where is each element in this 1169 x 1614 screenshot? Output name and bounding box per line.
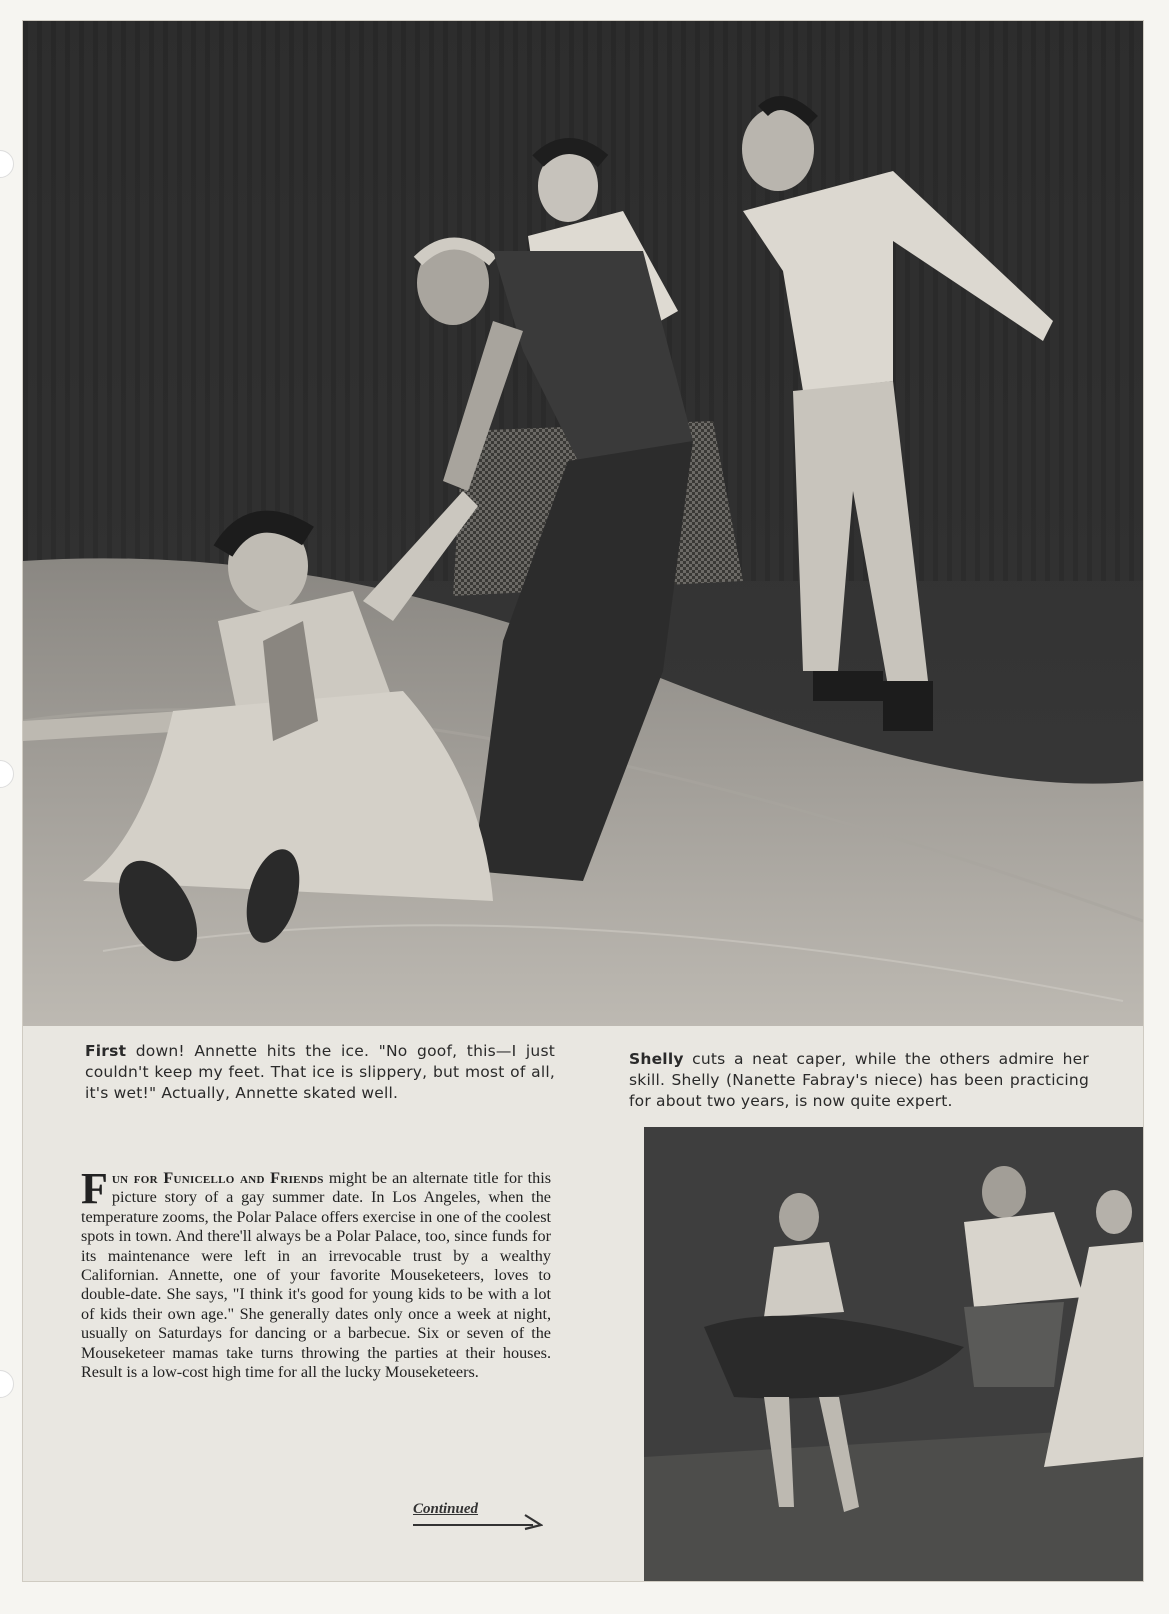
caption-text: cuts a neat caper, while the others admire her skill. Shelly (Nanette Fabray's niece) has been practicing for about two years, is now quite expert. — [629, 1050, 1089, 1110]
punch-hole — [0, 760, 14, 788]
article-headline-smallcaps: un for Funicello and Friends — [111, 1169, 324, 1187]
continued-label: Continued — [413, 1501, 479, 1517]
drop-cap: F — [81, 1164, 108, 1213]
punch-hole — [0, 1370, 14, 1398]
arrow-right-icon — [413, 1513, 543, 1531]
main-photo-image — [23, 21, 1143, 1026]
article-body — [81, 1164, 551, 1382]
small-photo-shelly — [644, 1127, 1143, 1581]
caption-lead: Shelly — [629, 1050, 684, 1068]
article-text: might be an alternate title for this picture story of a gay summer date. In Los Angeles, when the temperature zooms, the Polar Palace offers exercise in one of the coolest spots in town. And there'll always be a Polar Palace, too, since funds for its maintenance were left in an irrevocable trust by a wealthy Californian. Annette, one of your favorite Mouseketeers, loves to double-date. She says, "I think it's good for young kids to be with a lot of kids their own age." She generally dates only once a week at night, usually on Saturdays for dancing or a barbecue. Six or seven of the Mouseketeer mamas take turns throwing the parties at their houses. Result is a low-cost high time for all the lucky Mouseketeers. — [81, 1169, 551, 1382]
caption-main-photo — [85, 1041, 555, 1104]
page-sheet — [22, 20, 1144, 1582]
main-photo-skaters — [23, 21, 1143, 1026]
caption-small-photo — [629, 1049, 1089, 1112]
continued-link[interactable] — [413, 1501, 553, 1531]
caption-lead: First — [85, 1042, 127, 1060]
caption-text: down! Annette hits the ice. "No goof, this—I just couldn't keep my feet. That ice is slippery, but most of all, it's wet!" Actually, Annette skated well. — [85, 1042, 555, 1102]
small-photo-image — [644, 1127, 1143, 1581]
punch-hole — [0, 150, 14, 178]
